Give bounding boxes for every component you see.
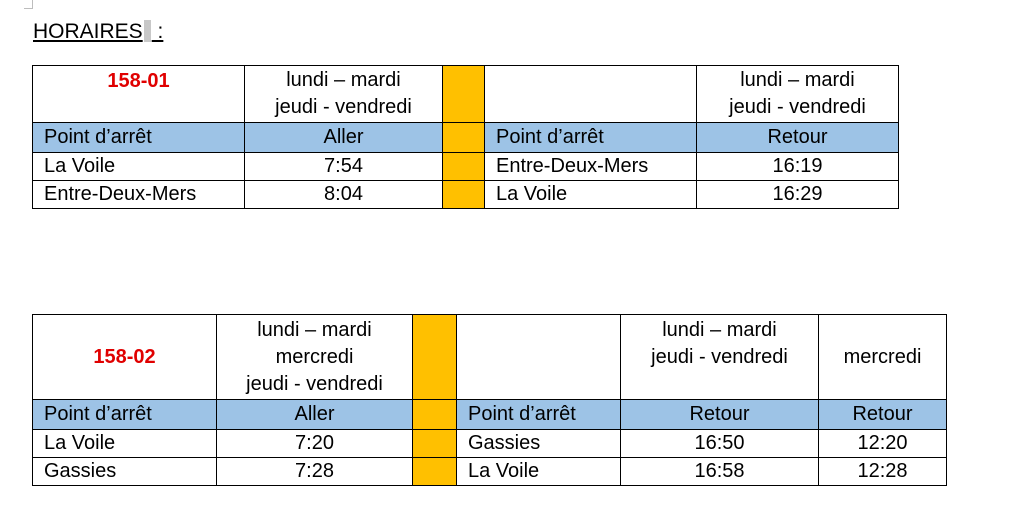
text-cursor: [144, 20, 151, 42]
aller-time: 7:54: [245, 153, 443, 181]
return-stop-name: Gassies: [457, 430, 621, 458]
empty-cell: [485, 66, 697, 123]
table-row: [33, 181, 899, 209]
retour-time: 16:19: [697, 153, 899, 181]
separator-column: [443, 181, 485, 209]
days-line: jeudi - vendredi: [729, 96, 866, 118]
empty-cell: [457, 315, 621, 400]
aller-time: 7:28: [217, 458, 413, 486]
header-retour2: Retour: [819, 400, 947, 430]
table-days-row: [33, 66, 899, 123]
days-line: lundi – mardi: [286, 69, 401, 91]
separator-column: [443, 66, 485, 123]
days-line: jeudi - vendredi: [275, 96, 412, 118]
table-row: [33, 458, 947, 486]
days-line: lundi – mardi: [662, 319, 777, 341]
table-days-row: [33, 315, 947, 400]
table-row: [33, 430, 947, 458]
heading-text: HORAIRES: [33, 20, 143, 43]
header-stop-return: Point d’arrêt: [485, 123, 697, 153]
header-aller: Aller: [245, 123, 443, 153]
stop-name: La Voile: [33, 430, 217, 458]
header-stop-return: Point d’arrêt: [457, 400, 621, 430]
days-line: jeudi - vendredi: [651, 346, 788, 368]
aller-time: 7:20: [217, 430, 413, 458]
separator-column: [413, 458, 457, 486]
route-number: 158-01: [33, 66, 245, 123]
retour2-time: 12:20: [819, 430, 947, 458]
header-aller: Aller: [217, 400, 413, 430]
days-line: jeudi - vendredi: [246, 372, 383, 395]
retour-time: 16:50: [621, 430, 819, 458]
days-line: mercredi: [843, 345, 922, 368]
retour-days: [697, 66, 899, 123]
return-stop-name: Entre-Deux-Mers: [485, 153, 697, 181]
retour-time: 16:29: [697, 181, 899, 209]
stop-name: La Voile: [33, 153, 245, 181]
header-stop: Point d’arrêt: [33, 123, 245, 153]
table-header-row: [33, 400, 947, 430]
return-stop-name: La Voile: [457, 458, 621, 486]
stop-name: Entre-Deux-Mers: [33, 181, 245, 209]
separator-column: [443, 153, 485, 181]
aller-days: [245, 66, 443, 123]
heading-suffix: :: [151, 20, 164, 43]
days-line: lundi – mardi: [740, 69, 855, 91]
days-line: lundi – mardi: [257, 318, 372, 341]
stop-name: Gassies: [33, 458, 217, 486]
separator-column: [413, 430, 457, 458]
table-header-row: [33, 123, 899, 153]
separator-column: [443, 123, 485, 153]
table-row: [33, 153, 899, 181]
header-stop: Point d’arrêt: [33, 400, 217, 430]
schedule-table-158-02: [32, 314, 947, 486]
retour2-days: [819, 315, 947, 400]
route-number: 158-02: [33, 315, 217, 400]
days-line: mercredi: [275, 345, 354, 368]
return-stop-name: La Voile: [485, 181, 697, 209]
retour-days: [621, 315, 819, 400]
header-retour: Retour: [621, 400, 819, 430]
header-retour: Retour: [697, 123, 899, 153]
retour-time: 16:58: [621, 458, 819, 486]
page-corner-mark: [24, 0, 33, 9]
separator-column: [413, 400, 457, 430]
schedule-table-158-01: [32, 65, 899, 209]
aller-time: 8:04: [245, 181, 443, 209]
page-heading: [33, 20, 163, 44]
separator-column: [413, 315, 457, 400]
retour2-time: 12:28: [819, 458, 947, 486]
aller-days: [217, 315, 413, 400]
